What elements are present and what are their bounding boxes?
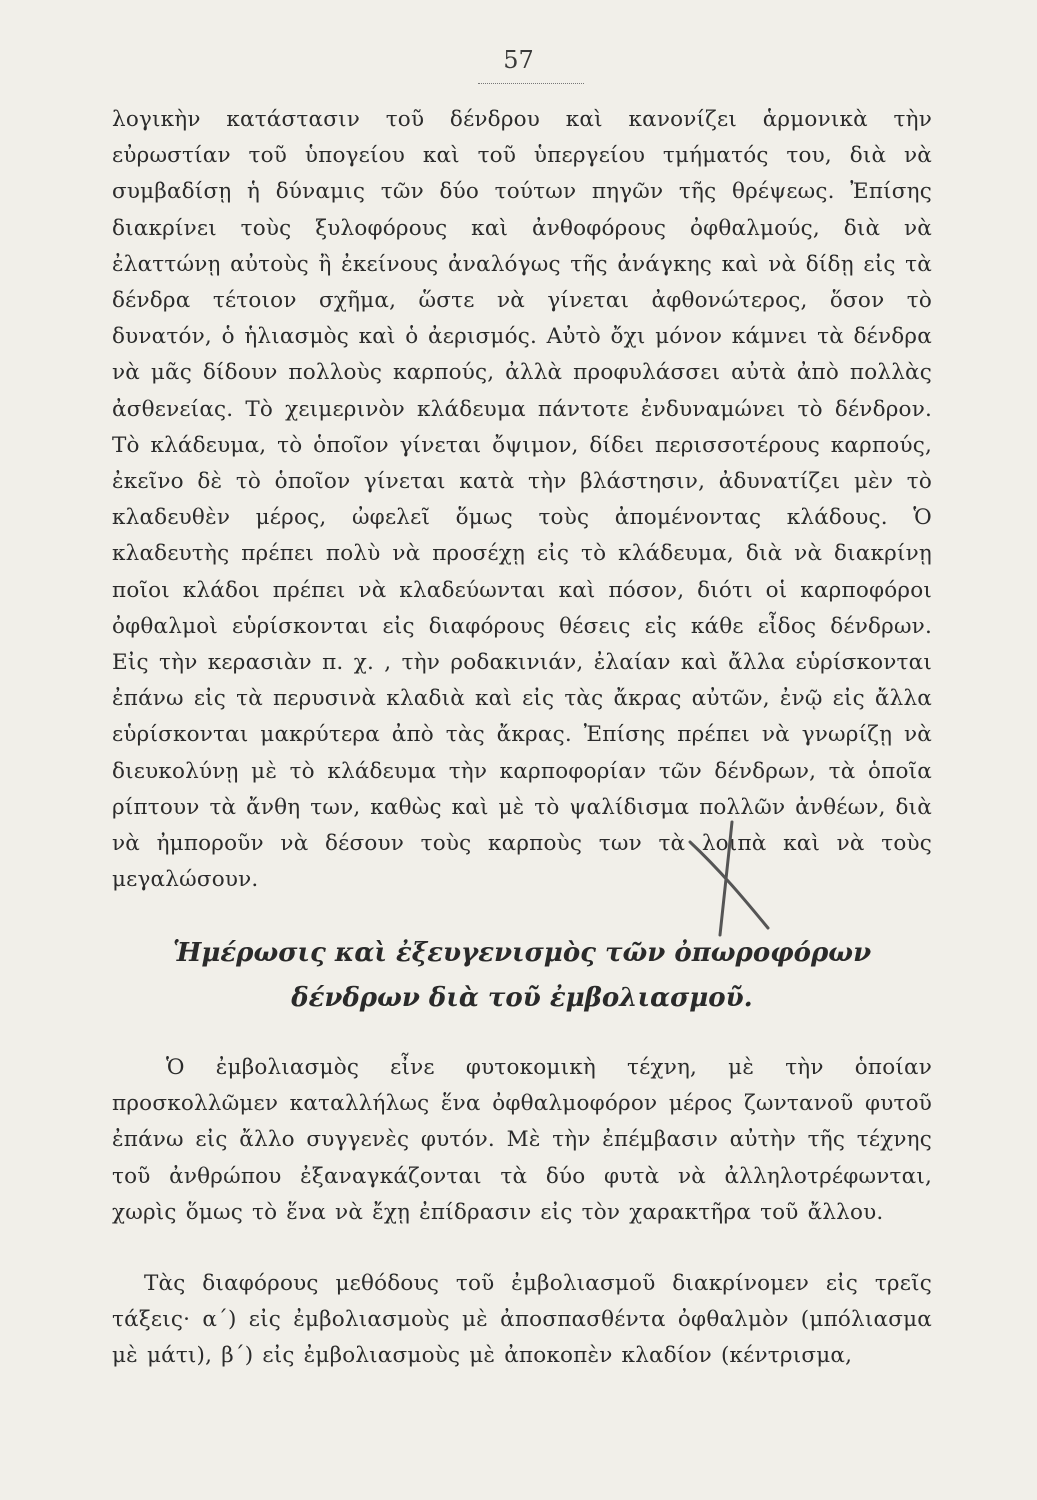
section-heading-line-2: δένδρων διὰ τοῦ ἐμβολιασμοῦ.: [291, 983, 753, 1013]
section-heading-line-1: Ἡμέρωσις καὶ ἐξευγενισμὸς τῶν ὀπωροφόρων: [172, 938, 872, 968]
pencil-cross-mark: [680, 820, 780, 940]
paragraph-grafting-methods: Τὰς διαφόρους μεθόδους τοῦ ἐμβολιασμοῦ διακρίνομεν εἰς τρεῖς τάξεις· α΄) εἰς ἐμβολιασμοὺς μὲ ἀποσπασθέντα ὀφθαλμὸν (μπόλιασμα μὲ μάτι), β΄) εἰς ἐμβολιασμοὺς μὲ ἀποκοπὲν κλαδίον (κέντρισμα,: [112, 1271, 932, 1369]
paragraph-pruning: λογικὴν κατάστασιν τοῦ δένδρου καὶ κανονίζει ἁρμονικὰ τὴν εὐρωστίαν τοῦ ὑπογείου καὶ τοῦ ὑπεργείου τμήματός του, διὰ νὰ συμβαδίσῃ ἡ δύναμις τῶν δύο τούτων πηγῶν τῆς θρέψεως. Ἐπίσης διακρίνει τοὺς ξυλοφόρους καὶ ἀνθοφόρους ὀφθαλμούς, διὰ νὰ ἐλαττώνῃ αὐτοὺς ἢ ἐκείνους ἀναλόγως τῆς ἀνάγκης καὶ νὰ δίδῃ εἰς τὰ δένδρα τέτοιον σχῆμα, ὥστε νὰ γίνεται ἀφθονώτερος, ὅσον τὸ δυνατόν, ὁ ἡλιασμὸς καὶ ὁ ἀερισμός. Αὐτὸ ὄχι μόνον κάμνει τὰ δένδρα νὰ μᾶς δίδουν πολλοὺς καρπούς, ἀλλὰ προφυλάσσει αὐτὰ ἀπὸ πολλὰς ἀσθενείας. Τὸ χειμερινὸν κλάδευμα πάντοτε ἐνδυναμώνει τὸ δένδρον. Τὸ κλάδευμα, τὸ ὁποῖον γίνεται ὄψιμον, δίδει περισσοτέρους καρπούς, ἐκεῖνο δὲ τὸ ὁποῖον γίνεται κατὰ τὴν βλάστησιν, ἀδυνατίζει μὲν τὸ κλαδευθὲν μέρος, ὠφελεῖ ὅμως τοὺς ἀπομένοντας κλάδους. Ὁ κλαδευτὴς πρέπει πολὺ νὰ προσέχῃ εἰς τὸ κλάδευμα, διὰ νὰ διακρίνῃ ποῖοι κλάδοι πρέπει νὰ κλαδεύωνται καὶ πόσον, διότι οἱ καρποφόροι ὀφθαλμοὶ εὑρίσκονται εἰς διαφόρους θέσεις εἰς κάθε εἶδος δένδρων. Εἰς τὴν κερασιὰν π. χ. , τὴν ροδακινιάν, ἐλαίαν καὶ ἄλλα εὑρίσκονται ἐπάνω εἰς τὰ περυσινὰ κλαδιὰ καὶ εἰς τὰς ἄκρας αὐτῶν, ἐνῷ εἰς ἄλλα εὑρίσκονται μακρύτερα ἀπὸ τὰς ἄκρας. Ἐπίσης πρέπει νὰ γνωρίζῃ νὰ διευκολύνῃ μὲ τὸ κλάδευμα τὴν καρποφορίαν τῶν δένδρων, τὰ ὁποῖα ρίπτουν τὰ ἄνθη των, καθὼς καὶ μὲ τὸ ψαλίδισμα πολλῶν ἀνθέων, διὰ νὰ ἠμποροῦν νὰ δέσουν τοὺς καρποὺς των τὰ λοιπὰ καὶ νὰ τοὺς μεγαλώσουν.: [112, 107, 932, 893]
page-number-rule: [478, 83, 584, 84]
paragraph-grafting-definition: Ὁ ἐμβολιασμὸς εἶνε φυτοκομικὴ τέχνη, μὲ τὴν ὁποίαν προσκολλῶμεν καταλλήλως ἕνα ὀφθαλμοφόρον μέρος ζωντανοῦ φυτοῦ ἐπάνω εἰς ἄλλο συγγενὲς φυτόν. Μὲ τὴν ἐπέμβασιν αὐτὴν τῆς τέχνης τοῦ ἀνθρώπου ἐξαναγκάζονται τὰ δύο φυτὰ νὰ ἀλληλοτρέφωνται, χωρὶς ὅμως τὸ ἕνα νὰ ἔχῃ ἐπίδρασιν εἰς τὸν χαρακτῆρα τοῦ ἄλλου.: [112, 1055, 932, 1225]
page-number: 57: [503, 46, 534, 74]
